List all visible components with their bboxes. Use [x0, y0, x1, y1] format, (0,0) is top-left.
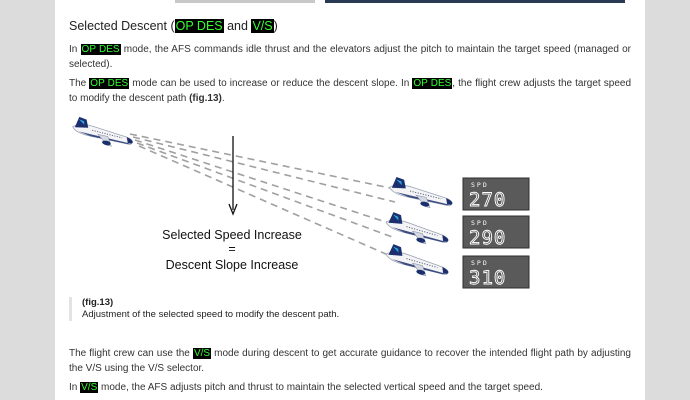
aircraft-310: [383, 243, 451, 281]
vs-badge: V/S: [193, 348, 211, 359]
text: mode, the AFS adjusts pitch and thrust to maintain the selected vertical speed and the target speed.: [98, 382, 543, 393]
descent-path-line: [133, 137, 395, 202]
vs-badge: V/S: [81, 382, 98, 393]
figure-reference-link[interactable]: (fig.13): [189, 93, 222, 104]
spd-value: 310: [469, 267, 507, 289]
op-des-badge: OP DES: [90, 78, 129, 89]
text: The flight crew can use the: [69, 348, 193, 359]
op-des-badge: OP DES: [413, 78, 452, 89]
aircraft-290: [383, 211, 451, 249]
text: , the flight crew adjusts the target speed to modify the descent path: [69, 78, 631, 104]
top-image-strip: [55, 0, 645, 3]
caption-ref: (fig.13): [82, 297, 114, 308]
spd-value: 270: [469, 189, 507, 211]
op-des-badge: OP DES: [81, 44, 120, 55]
spd-display-270: [463, 178, 529, 211]
op-des-badge: OP DES: [175, 19, 223, 33]
text: In: [69, 44, 81, 55]
leading-aircraft: [70, 116, 135, 150]
text: mode, the AFS commands idle thrust and the elevators adjust the pitch to maintain the target speed (managed or selected).: [69, 44, 632, 70]
text: mode can be used to increase or reduce the descent slope. In: [129, 78, 413, 89]
spd-label: SPD: [471, 259, 489, 267]
speed-increase-arrow: [229, 136, 237, 214]
descent-path-line: [137, 143, 395, 238]
label-equals: =: [228, 242, 236, 256]
vs-badge: V/S: [252, 19, 273, 33]
spd-label: SPD: [471, 219, 489, 227]
descent-path-line: [130, 134, 400, 190]
spd-display-290: [463, 216, 529, 249]
text: .: [221, 93, 225, 104]
title-prefix: Selected Descent (: [69, 19, 175, 33]
aircraft-270: [387, 176, 455, 212]
paragraph-op-des-intro: [69, 42, 631, 72]
label-descent-slope-increase: Descent Slope Increase: [165, 258, 299, 272]
spd-value: 290: [469, 227, 507, 249]
document-page: [55, 0, 645, 400]
spd-display-310: [463, 256, 529, 289]
paragraph-op-des-slope: [69, 76, 631, 106]
spd-label: SPD: [471, 181, 489, 189]
figure-caption: [69, 297, 352, 321]
descent-diagram: [55, 110, 645, 300]
title-suffix: ): [273, 19, 278, 33]
title-and: and: [223, 19, 252, 33]
paragraph-vs-mode: [69, 380, 631, 395]
paragraph-vs-guidance: [69, 346, 631, 376]
text: mode during descent to get accurate guidance to recover the intended flight path by adjusting the V/S using the V/S selector.: [69, 348, 631, 374]
descent-path-line: [135, 140, 395, 225]
label-selected-speed-increase: Selected Speed Increase: [162, 228, 302, 242]
section-title: [69, 19, 278, 33]
caption-text: Adjustment of the selected speed to modify the descent path.: [82, 309, 340, 320]
text: The: [69, 78, 90, 89]
text: In: [69, 382, 81, 393]
